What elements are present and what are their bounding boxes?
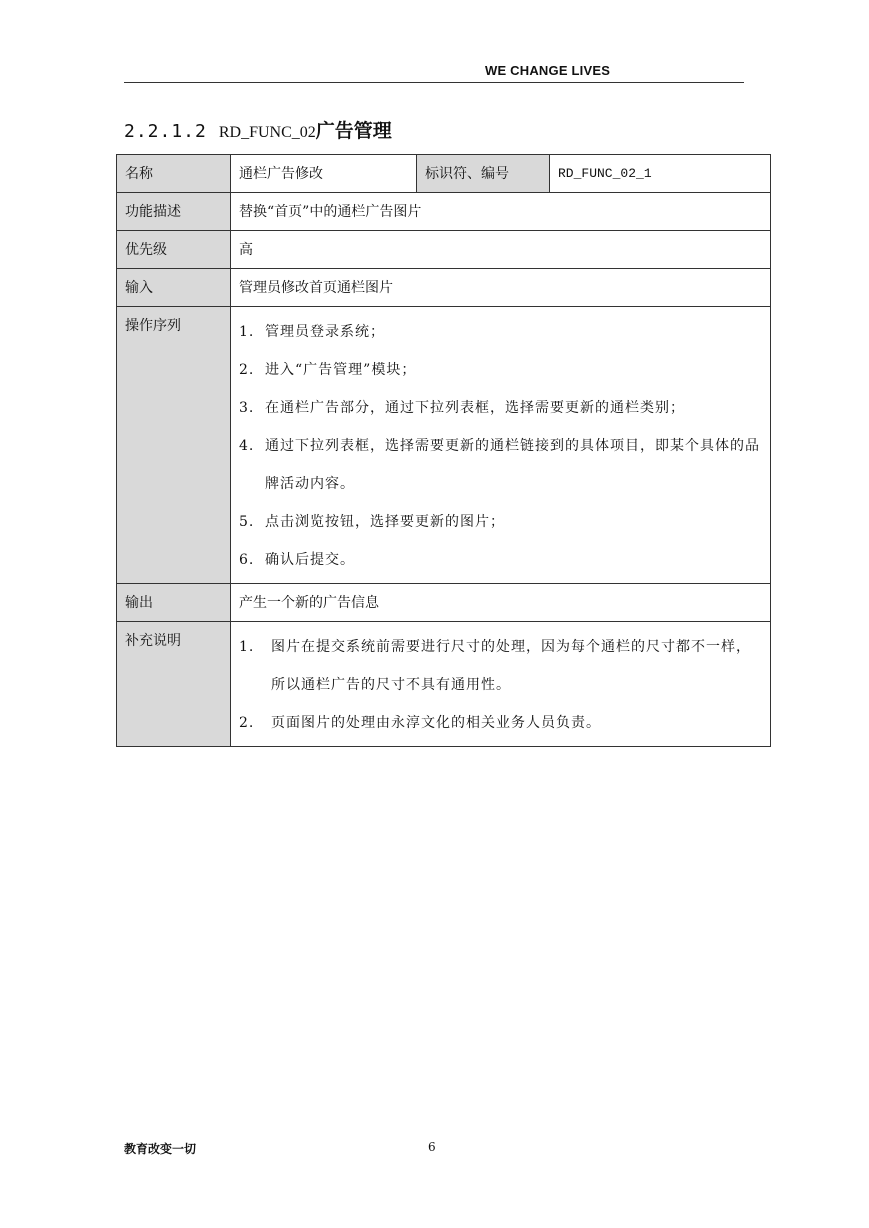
output-value: 产生一个新的广告信息: [231, 584, 771, 622]
id-label: 标识符、编号: [417, 155, 550, 193]
list-item: [239, 351, 762, 389]
section-heading: [124, 116, 392, 143]
item-text: 通过下拉列表框，选择需要更新的通栏链接到的具体项目，即某个具体的品牌活动内容。: [265, 438, 760, 492]
page-header: [124, 58, 744, 83]
item-number: 1.: [239, 324, 255, 340]
sequence-label: 操作序列: [117, 307, 231, 584]
item-text: 确认后提交。: [265, 552, 355, 568]
table-row: [117, 307, 771, 584]
notes-cell: [231, 622, 771, 747]
item-number: 2.: [239, 715, 255, 731]
item-number: 6.: [239, 552, 255, 568]
list-item: [239, 628, 762, 704]
notes-label: 补充说明: [117, 622, 231, 747]
output-label: 输出: [117, 584, 231, 622]
item-text: 页面图片的处理由永淳文化的相关业务人员负责。: [271, 715, 601, 731]
id-value: RD_FUNC_02_1: [550, 155, 771, 193]
sequence-cell: [231, 307, 771, 584]
list-item: [239, 503, 762, 541]
name-label: 名称: [117, 155, 231, 193]
list-item: [239, 704, 762, 742]
section-title: 广告管理: [315, 120, 392, 142]
desc-value: 替换“首页”中的通栏广告图片: [231, 193, 771, 231]
list-item: [239, 427, 762, 503]
table-row: [117, 155, 771, 193]
list-item: [239, 389, 762, 427]
table-row: [117, 584, 771, 622]
priority-label: 优先级: [117, 231, 231, 269]
notes-list: [239, 622, 762, 746]
footer-motto: 教育改变一切: [124, 1142, 197, 1156]
list-item: [239, 313, 762, 351]
desc-label: 功能描述: [117, 193, 231, 231]
item-number: 3.: [239, 400, 255, 416]
item-number: 4.: [239, 438, 255, 454]
list-item: [239, 541, 762, 579]
priority-value: 高: [231, 231, 771, 269]
table-row: [117, 269, 771, 307]
item-number: 1.: [239, 639, 255, 655]
spec-table: [116, 154, 771, 747]
header-tagline: WE CHANGE LIVES: [485, 63, 611, 78]
table-row: [117, 622, 771, 747]
item-number: 2.: [239, 362, 255, 378]
section-code: RD_FUNC_02: [218, 124, 316, 141]
table-row: [117, 231, 771, 269]
input-value: 管理员修改首页通栏图片: [231, 269, 771, 307]
item-text: 在通栏广告部分，通过下拉列表框，选择需要更新的通栏类别；: [265, 400, 685, 416]
item-number: 5.: [239, 514, 255, 530]
sequence-list: [239, 307, 762, 583]
table-row: [117, 193, 771, 231]
item-text: 管理员登录系统；: [265, 324, 385, 340]
input-label: 输入: [117, 269, 231, 307]
name-value: 通栏广告修改: [231, 155, 417, 193]
item-text: 图片在提交系统前需要进行尺寸的处理，因为每个通栏的尺寸都不一样，所以通栏广告的尺寸不具有通用性。: [271, 639, 751, 693]
item-text: 点击浏览按钮，选择要更新的图片；: [265, 514, 505, 530]
section-number: 2.2.1.2: [124, 121, 207, 142]
page-number: 6: [428, 1140, 436, 1154]
item-text: 进入“广告管理”模块；: [265, 362, 417, 378]
